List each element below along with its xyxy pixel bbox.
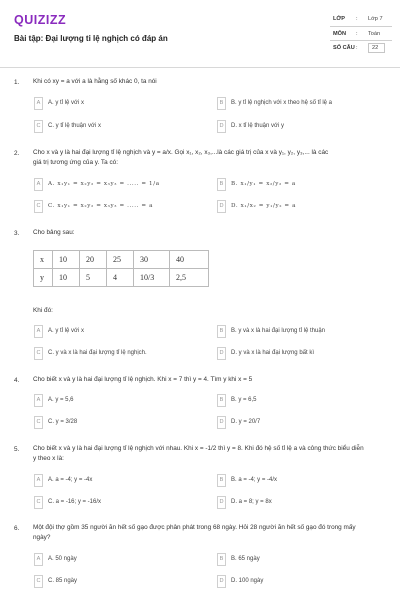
table-cell: 30 [134, 251, 170, 269]
option-letter-box: A [34, 394, 43, 407]
question-text: Cho bảng sau: [33, 229, 75, 236]
question-text-line-2: giá trị tương ứng của y. Ta có: [33, 159, 118, 166]
option-letter-box: C [34, 496, 43, 509]
option-text: B. x₁/y₁ = x₂/y₂ = a [231, 181, 296, 187]
option-text: D. x₁/x₂ = y₁/y₂ = a [231, 203, 297, 209]
option-text: C. y và x là hai đại lượng tỉ lệ nghịch. [48, 350, 147, 356]
option-1b[interactable] [217, 97, 370, 110]
option-6b[interactable] [217, 553, 370, 566]
meta-row-class [330, 12, 392, 27]
option-text: B. a = -4; y = -4/x [231, 477, 278, 483]
option-letter-box: B [217, 178, 226, 191]
meta-label-count: SỐ CÂU [333, 45, 355, 51]
option-letter-box: A [34, 178, 43, 191]
table-cell: 25 [107, 251, 134, 269]
option-text: D. 100 ngày [231, 578, 264, 584]
question-text-line-2: y theo x là: [33, 455, 64, 462]
meta-colon: : [356, 45, 358, 51]
option-5a[interactable] [34, 474, 187, 487]
option-5d[interactable] [217, 496, 370, 509]
option-letter-box: D [217, 200, 226, 213]
option-4b[interactable] [217, 394, 370, 407]
meta-colon: : [356, 16, 358, 22]
table-cell: 10 [53, 251, 80, 269]
option-letter-box: C [34, 120, 43, 133]
table-cell: 2,5 [170, 269, 209, 287]
option-3a[interactable] [34, 325, 187, 338]
option-letter-box: D [217, 120, 226, 133]
option-letter-box: B [217, 97, 226, 110]
option-4c[interactable] [34, 416, 187, 429]
worksheet-header [0, 0, 400, 68]
meta-value-class: Lớp 7 [368, 16, 383, 22]
option-text: D. y = 20/7 [231, 419, 261, 425]
option-letter-box: A [34, 325, 43, 338]
option-text: B. y tỉ lệ nghịch với x theo hệ số tỉ lệ a [231, 100, 332, 106]
question-number: 3. [14, 230, 20, 237]
option-letter-box: B [217, 474, 226, 487]
option-6c[interactable] [34, 575, 187, 588]
meta-label-subject: MÔN [333, 30, 347, 37]
worksheet-meta [330, 12, 392, 56]
option-2a[interactable] [34, 178, 187, 191]
meta-label-class: LỚP [333, 16, 345, 22]
table-row [34, 269, 209, 287]
meta-value-count: 22 [368, 43, 385, 53]
option-text: A. y = 5,6 [48, 397, 74, 403]
option-letter-box: C [34, 200, 43, 213]
quizizz-logo: QUIZIZZ [14, 13, 67, 27]
option-text: C. x₁y₁ = x₂y₂ = x₃y₃ = ..... = a [48, 203, 154, 209]
option-text: A. y tỉ lệ với x [48, 328, 84, 334]
option-letter-box: C [34, 416, 43, 429]
option-letter-box: A [34, 97, 43, 110]
option-6a[interactable] [34, 553, 187, 566]
option-letter-box: B [217, 394, 226, 407]
option-2b[interactable] [217, 178, 370, 191]
option-2c[interactable] [34, 200, 187, 213]
option-3b[interactable] [217, 325, 370, 338]
option-letter-box: B [217, 325, 226, 338]
table-cell: 10 [53, 269, 80, 287]
option-4a[interactable] [34, 394, 187, 407]
option-text: A. 50 ngày [48, 556, 77, 562]
table-cell: 10/3 [134, 269, 170, 287]
option-text: C. y tỉ lệ thuận với x [48, 123, 101, 129]
option-text: A. y tỉ lệ với x [48, 100, 84, 106]
option-letter-box: C [34, 575, 43, 588]
question-number: 1. [14, 79, 20, 86]
question-text: Cho biết x và y là hai đại lượng tỉ lệ nghịch. Khi x = 7 thì y = 4. Tìm y khi x = 5 [33, 376, 253, 383]
table-cell: y [34, 269, 53, 287]
option-6d[interactable] [217, 575, 370, 588]
meta-row-subject [330, 27, 392, 42]
option-letter-box: D [217, 347, 226, 360]
question-number: 4. [14, 377, 20, 384]
option-text: D. x tỉ lệ thuận với y [231, 123, 284, 129]
option-text: B. y = 6,5 [231, 397, 257, 403]
option-5c[interactable] [34, 496, 187, 509]
option-4d[interactable] [217, 416, 370, 429]
option-3c[interactable] [34, 347, 187, 360]
option-1d[interactable] [217, 120, 370, 133]
option-letter-box: C [34, 347, 43, 360]
option-text: A. x₁y₁ = x₂y₂ = x₃y₃ = ..... = 1/a [48, 181, 160, 187]
question-text-line-2: ngày? [33, 534, 51, 541]
values-table [33, 250, 209, 287]
question-text-line-1: Cho x và y là hai đại lượng tỉ lệ nghịch và y = a/x. Gọi x₁, x₂, x₃,...là các giá trị của x và y₁, y₂, y₃,... là các [33, 149, 329, 156]
option-text: C. a = -16; y = -16/x [48, 499, 102, 505]
option-letter-box: A [34, 474, 43, 487]
table-cell: x [34, 251, 53, 269]
option-letter-box: B [217, 553, 226, 566]
option-1c[interactable] [34, 120, 187, 133]
question-number: 6. [14, 525, 20, 532]
question-number: 2. [14, 150, 20, 157]
option-letter-box: A [34, 553, 43, 566]
table-row [34, 251, 209, 269]
table-cell: 20 [80, 251, 107, 269]
question-text: Khi có xy = a với a là hằng số khác 0, ta nói [33, 78, 157, 85]
option-text: C. y = 3/28 [48, 419, 78, 425]
question-text-line-1: Cho biết x và y là hai đại lượng tỉ lệ nghịch với nhau. Khi x = -1/2 thì y = 8. Khi đó hệ số tỉ lệ a và công thức biểu diễn [33, 445, 364, 452]
option-text: D. a = 8; y = 8x [231, 499, 272, 505]
option-text: D. y và x là hai đại lượng bất kì [231, 350, 314, 356]
worksheet-title: Bài tập: Đại lượng tỉ lệ nghịch có đáp án [14, 34, 168, 43]
table-cell: 40 [170, 251, 209, 269]
option-3d[interactable] [217, 347, 370, 360]
option-letter-box: D [217, 575, 226, 588]
table-cell: 5 [80, 269, 107, 287]
question-number: 5. [14, 446, 20, 453]
option-text: B. 65 ngày [231, 556, 260, 562]
question-subtext: Khi đó: [33, 307, 53, 314]
question-text-line-1: Một đội thợ gồm 35 người ăn hết số gạo được phân phát trong 68 ngày. Hỏi 28 người ăn hết số gạo đó trong mấy [33, 524, 356, 531]
option-text: A. a = -4; y = -4x [48, 477, 93, 483]
meta-colon: : [356, 30, 358, 37]
option-text: C. 85 ngày [48, 578, 78, 584]
option-5b[interactable] [217, 474, 370, 487]
option-letter-box: D [217, 496, 226, 509]
option-text: B. y và x là hai đại lượng tỉ lệ thuận [231, 328, 326, 334]
meta-row-count [330, 41, 392, 56]
table-cell: 4 [107, 269, 134, 287]
option-2d[interactable] [217, 200, 370, 213]
option-1a[interactable] [34, 97, 187, 110]
meta-value-subject: Toán [368, 30, 381, 37]
option-letter-box: D [217, 416, 226, 429]
